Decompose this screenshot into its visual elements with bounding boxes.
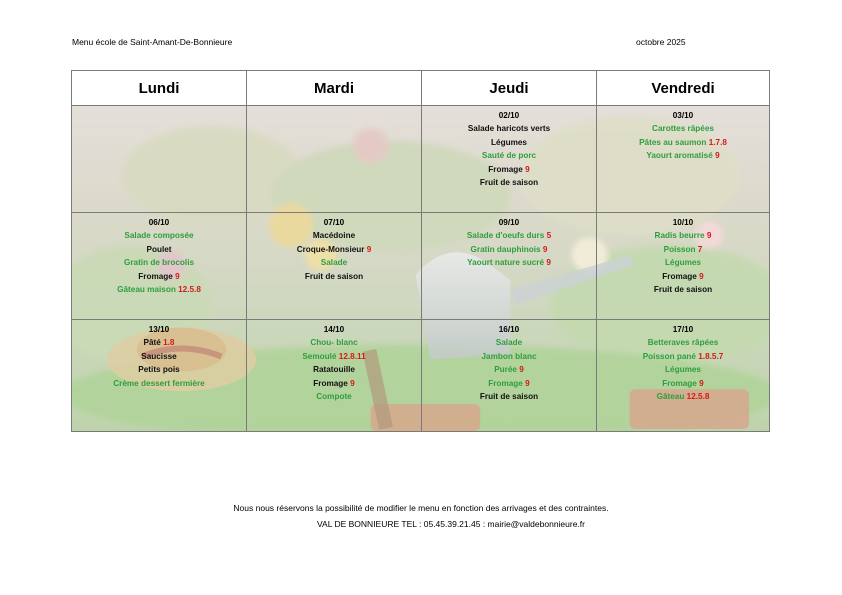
menu-date: 14/10: [323, 325, 345, 334]
menu-cell: [597, 106, 769, 213]
menu-dish: [597, 243, 769, 256]
dish-name: Radis beurre: [654, 231, 705, 241]
allergen-codes: 9: [699, 378, 704, 388]
menu-dish: [422, 136, 596, 149]
dish-name: Fromage: [488, 164, 523, 174]
dish-name: Légumes: [491, 137, 527, 147]
dish-name: Yaourt aromatisé: [646, 151, 713, 161]
menu-dish: [72, 377, 246, 390]
dish-name: Crème dessert fermière: [113, 378, 205, 388]
menu-dish: [422, 163, 596, 176]
dish-name: Fruit de saison: [304, 271, 364, 281]
menu-dish: [72, 256, 246, 269]
menu-cell: [72, 106, 247, 213]
menu-cell: [247, 106, 422, 213]
dish-name: Betteraves râpées: [647, 338, 719, 348]
dish-name: Légumes: [665, 365, 701, 375]
menu-dish: [597, 256, 769, 269]
dish-name: Fromage: [662, 378, 697, 388]
allergen-codes: 1.8: [163, 338, 175, 348]
dish-name: Fromage: [662, 271, 697, 281]
dish-name: Fromage: [138, 271, 173, 281]
allergen-codes: 9: [525, 164, 530, 174]
dish-name: Semoulé: [302, 351, 337, 361]
menu-dish: [597, 363, 769, 376]
menu-dish: [597, 229, 769, 242]
menu-dish: [597, 350, 769, 363]
dish-name: Petits pois: [138, 365, 180, 375]
menu-dish: [72, 270, 246, 283]
allergen-codes: 9: [525, 378, 530, 388]
dish-name: Macédoine: [312, 231, 356, 241]
menu-dish: [597, 149, 769, 162]
menu-date: 17/10: [672, 325, 694, 334]
allergen-codes: 9: [519, 365, 524, 375]
dish-name: Gratin de brocolis: [123, 258, 195, 268]
dish-name: Carottes râpées: [652, 124, 714, 134]
menu-date: 07/10: [323, 218, 345, 227]
menu-dish: [247, 270, 421, 283]
menu-dish: [247, 363, 421, 376]
allergen-codes: 12.5.8: [178, 285, 201, 295]
disclaimer-note: Nous nous réservons la possibilité de modifier le menu en fonction des arrivages et des contraintes.: [233, 503, 609, 513]
dish-name: Saucisse: [141, 351, 177, 361]
menu-dish: [72, 363, 246, 376]
menu-table: [71, 70, 770, 432]
menu-dish: [422, 122, 596, 135]
document-title: Menu école de Saint-Amant-De-Bonnieure: [72, 37, 233, 47]
menu-dish: [247, 377, 421, 390]
allergen-codes: 9: [542, 244, 548, 254]
allergen-codes: 9: [366, 244, 372, 254]
dish-name: Poulet: [146, 244, 172, 254]
menu-dish: [597, 283, 769, 296]
allergen-codes: 9: [175, 271, 180, 281]
contact-line: VAL DE BONNIEURE TEL : 05.45.39.21.45 : mairie@valdebonnieure.fr: [316, 519, 585, 529]
allergen-codes: 9: [699, 271, 704, 281]
menu-date: 02/10: [498, 111, 520, 120]
dish-name: Croque-Monsieur: [296, 244, 365, 254]
dish-name: Pâté: [143, 338, 161, 348]
dish-name: Purée: [494, 365, 517, 375]
dish-name: Fruit de saison: [479, 392, 539, 402]
dish-name: Fromage: [313, 378, 348, 388]
menu-dish: [422, 363, 596, 376]
dish-name: Fruit de saison: [653, 285, 713, 295]
allergen-codes: 9: [706, 231, 712, 241]
menu-cell: [597, 213, 769, 320]
menu-dish: [597, 122, 769, 135]
day-header-mardi: Mardi: [247, 71, 422, 106]
allergen-codes: 9: [715, 151, 720, 161]
menu-dish: [422, 350, 596, 363]
dish-name: Gratin dauphinois: [470, 244, 541, 254]
menu-cell: [72, 213, 247, 320]
dish-name: Sauté de porc: [481, 151, 537, 161]
dish-name: Pâtes au saumon: [639, 137, 707, 147]
menu-dish: [72, 350, 246, 363]
menu-cell: [422, 213, 597, 320]
menu-date: 10/10: [672, 218, 694, 227]
menu-date: 13/10: [148, 325, 170, 334]
document-month: octobre 2025: [636, 37, 686, 47]
menu-dish: [247, 256, 421, 269]
menu-date: 16/10: [498, 325, 520, 334]
day-header-lundi: Lundi: [72, 71, 247, 106]
allergen-codes: 7: [697, 244, 703, 254]
day-header-vendredi: Vendredi: [597, 71, 769, 106]
menu-dish: [597, 390, 769, 403]
menu-dish: [422, 243, 596, 256]
dish-name: Chou- blanc: [310, 338, 358, 348]
dish-name: Salade composée: [124, 231, 194, 241]
menu-dish: [422, 149, 596, 162]
dish-name: Jambon blanc: [481, 351, 537, 361]
menu-dish: [247, 336, 421, 349]
dish-name: Salade haricots verts: [467, 124, 551, 134]
allergen-codes: 9: [546, 258, 551, 268]
dish-name: Gâteau: [656, 392, 685, 402]
menu-dish: [597, 336, 769, 349]
menu-dish: [72, 243, 246, 256]
allergen-codes: 1.7.8: [708, 137, 727, 147]
dish-name: Yaourt nature sucré: [467, 258, 545, 268]
menu-cell: [422, 106, 597, 213]
dish-name: Poisson pané: [642, 351, 696, 361]
menu-dish: [72, 283, 246, 296]
menu-cell: [72, 320, 247, 431]
menu-dish: [422, 390, 596, 403]
menu-cell: [247, 320, 422, 431]
allergen-codes: 12.5.8: [686, 392, 710, 402]
dish-name: Fruit de saison: [479, 178, 539, 188]
dish-name: Salade d'oeufs durs: [466, 231, 545, 241]
menu-cell: [422, 320, 597, 431]
menu-dish: [72, 336, 246, 349]
menu-date: 09/10: [498, 218, 520, 227]
dish-name: Légumes: [665, 258, 701, 268]
dish-name: Ratatouille: [313, 365, 355, 375]
dish-name: Salade: [320, 258, 348, 268]
menu-dish: [247, 243, 421, 256]
menu-dish: [247, 390, 421, 403]
dish-name: Salade: [495, 338, 523, 348]
dish-name: Poisson: [663, 244, 696, 254]
menu-cell: [247, 213, 422, 320]
dish-name: Fromage: [488, 378, 523, 388]
allergen-codes: 9: [350, 378, 355, 388]
menu-date: 06/10: [148, 218, 170, 227]
dish-name: Gâteau maison: [117, 285, 176, 295]
menu-dish: [247, 229, 421, 242]
menu-dish: [247, 350, 421, 363]
menu-dish: [422, 336, 596, 349]
menu-dish: [597, 377, 769, 390]
menu-dish: [72, 229, 246, 242]
allergen-codes: 1.8.5.7: [698, 351, 724, 361]
menu-cell: [597, 320, 769, 431]
dish-name: Compote: [316, 392, 352, 402]
menu-dish: [422, 229, 596, 242]
menu-dish: [422, 256, 596, 269]
menu-dish: [422, 176, 596, 189]
allergen-codes: 5: [546, 231, 552, 241]
menu-dish: [597, 136, 769, 149]
allergen-codes: 12.8.11: [338, 351, 366, 361]
menu-dish: [597, 270, 769, 283]
day-header-jeudi: Jeudi: [422, 71, 597, 106]
menu-date: 03/10: [672, 111, 694, 120]
menu-dish: [422, 377, 596, 390]
